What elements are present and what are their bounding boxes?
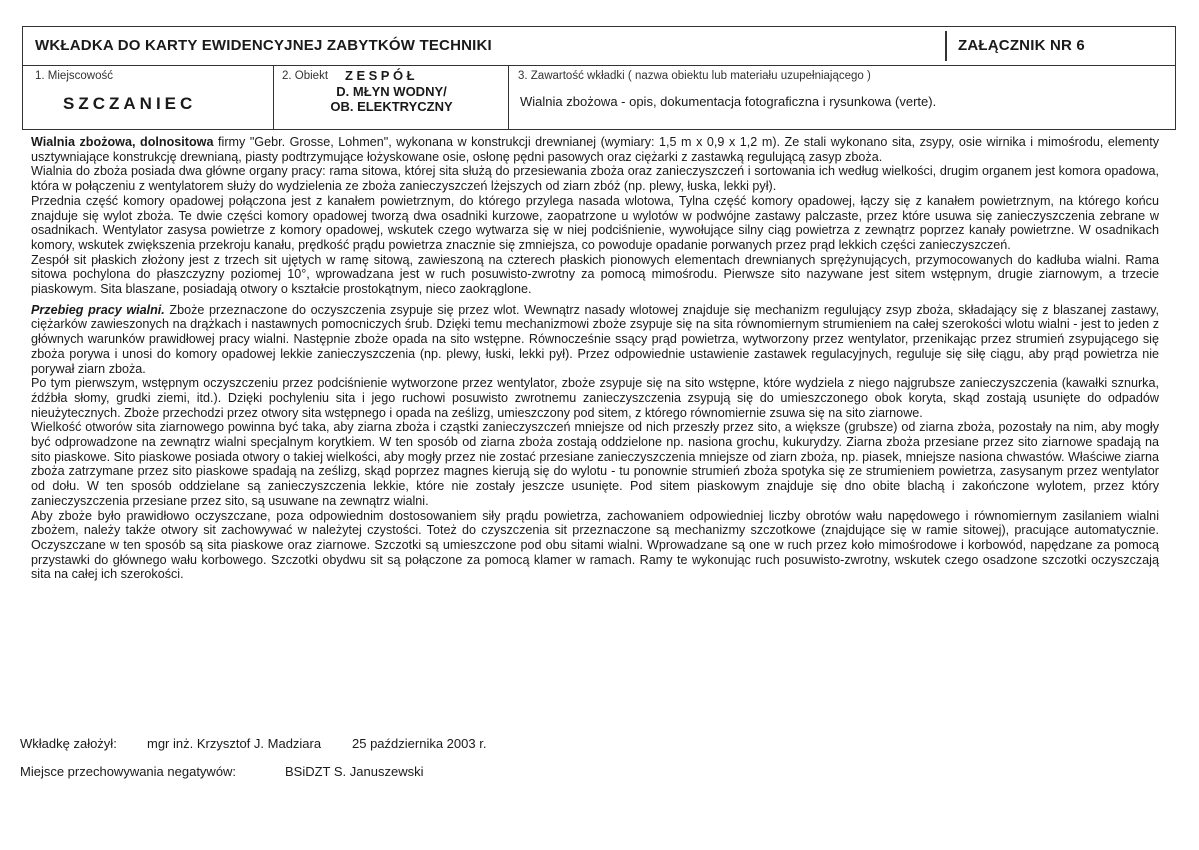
paragraph: Przednia część komory opadowej połączona jest z kanałem powietrznym, do którego przylega nasada wlotowa, Tylna część komory opadowej, łączy się z kanałem powietrznym, na którego końcu znajduje się wylot zboża. Te dwie części komory opadowej tworzą dwa osadniki kurzowe, zaopatrzone u wylotów w podwójne zastawy palczaste, przez które usuwa się zanieczyszczenia zebrane w osadnikach. Wentylator zasysa powietrze z komory opadowej, wskutek czego wytwarza się w niej podciśnienie, wywołujące silny ciąg powietrza z zewnątrz poprzez kanały powietrzne. W osadnikach komory, wskutek zwiększenia przekroju kanału, prędkość prądu powietrza znacznie się zmniejsza, co powoduje opadanie porwanych przez prąd lekkich części zanieczyszczeń.	[31, 193, 1159, 252]
object-name	[274, 84, 509, 114]
paragraph-text: Zboże przeznaczone do oczyszczenia zsypuje się przez wlot. Wewnątrz nasady wlotowej znajduje się mechanizm regulujący zsyp zboża, składający się z blaszanej zastawy, ciężarków zawieszonych na drążkach i nastawnych pomocniczych śrub. Dzięki temu mechanizmowi zboże zsypuje się na sita równomiernym strumieniem na całej szerokości wlotu wialni - jest to jeden z głównych warunków prawidłowej pracy wialni. Następnie zboże opada na sito wstępne. Równocześnie ssący prąd powietrza, wytworzony przez wentylator, przenikając przez strumień zsypującego się zboża porywa i unosi do komory opadowej lekkie zanieczyszczenia (np. plewy, łuski, lekki pył). Przez odpowiednie ustawienie zastawek regulacyjnych, reguluje się siłę ciągu, aby prąd powietrza nie porywał ziarn zboża.	[31, 302, 1159, 376]
locality-value: SZCZANIEC	[63, 94, 197, 113]
section-lead: Przebieg pracy wialni.	[31, 302, 165, 317]
paragraph	[31, 303, 1159, 377]
object-label: 2. Obiekt	[282, 70, 329, 82]
author-label: Wkładkę założył:	[20, 736, 117, 751]
content-value: Wialnia zbożowa - opis, dokumentacja fotograficzna i rysunkowa (verte).	[520, 94, 937, 109]
author-date: 25 października 2003 r.	[352, 736, 487, 751]
object-name-line2: OB. ELEKTRYCZNY	[330, 99, 453, 114]
paragraph: Wielkość otworów sita ziarnowego powinna być taka, aby ziarna zboża i cząstki zanieczyszczeń mniejsze od nich przeszły przez sito, a większe (grubsze) od ziarna zboża, pozostały na nim, aby mogły być odprowadzone na zewnątrz wialni specjalnym korytkiem. W ten sposób od ziarna zboża zostają oddzielone np. nasiona grochu, kukurydzy. Ziarna zboża przesiane przez sito ziarnowe spadają na sito piaskowe. Sito piaskowe posiada otwory o takiej wielkości, aby mogły przez nie zostać przesiane zanieczyszczenia mniejsze od ziarn zboża, np. piasek, mniejsze nasiona chwastów. Właściwe ziarna zboża zatrzymane przez sito piaskowe spadają na ześlizg, skąd poprzez magnes kierują się do wylotu - tu ponownie strumień zboża spotyka się ze strumieniem powietrza, zasysanym przez wentylator od dołu. W ten sposób oddzielane są zanieczyszczenia lekkie, które nie zostały jeszcze usunięte. Pod sitem piaskowym znajduje się dno obite blachą i zakończone wylotem, przez który zanieczyszczenia przesiane przez sito, są usuwane na zewnątrz wialni.	[31, 420, 1159, 508]
locality-label: 1. Miejscowość	[35, 70, 113, 82]
object-name-line1: D. MŁYN WODNY/	[336, 84, 447, 99]
object-ensemble: ZESPÓŁ	[345, 68, 419, 83]
author-line	[20, 736, 487, 751]
object-cell	[273, 65, 508, 129]
paragraph: Zespół sit płaskich złożony jest z trzech sit ujętych w ramę sitową, zawieszoną na czterech płaskich pionowych elementach drewnianych sprężynujących, przymocowanych do kadłuba wialni. Rama sitowa pochylona do płaszczyzny poziomej 10°, wprowadzana jest w ruch posuwisto-zwrotny za pomocą mimośrodu. Pierwsze sito nazywane jest sitem wstępnym, drugie ziarnowym, a trzecie piaskowym. Sita blaszane, posiadają otwory o kształcie prostokątnym, nieco zaokrąglone.	[31, 252, 1159, 297]
storage-line	[20, 764, 424, 779]
header-divider	[945, 31, 947, 61]
paragraph: Wialnia do zboża posiada dwa główne organy pracy: rama sitowa, której sita służą do przesiewania zboża oraz zanieczyszczeń i sortowania ich według wielkości, drugim organem jest komora opadowa, która w połączeniu z wentylatorem służy do wydzielenia ze zboża zanieczyszczeń lżejszych od ziarn zbóż (np. plewy, łuska, lekki pył).	[31, 164, 1159, 194]
description-body	[31, 135, 1159, 582]
paragraph	[31, 135, 1159, 164]
section-lead: Wialnia zbożowa, dolnositowa	[31, 135, 214, 149]
paragraph: Aby zboże było prawidłowo oczyszczane, poza odpowiednim dostosowaniem siły prądu powietrza, zachowaniem odpowiedniej liczby obrotów wału napędowego i równomiernym zasilaniem wialni zbożem, należy także otwory sit zachowywać w należytej czystości. Toteż do czyszczenia sit przeznaczone są mechanizmy szczotkowe (znajdujące się w ramie sitowej), pracujące automatycznie. Oczyszczane w ten sposób są sita piaskowe oraz ziarnowe. Szczotki są umieszczone pod obu sitami wialni. Wprowadzane są one w ruch przez koło mimośrodowe i korbowód, napędzane za pomocą przystawki do głównego wału korbowego. Szczotki obydwu sit są połączone za pomocą klamer w ramach. Ramy te wykonując ruch posuwisto-zwrotny, wskutek czego osadzone szczotki oczyszczają sita na całej ich szerokości.	[31, 508, 1159, 582]
author-name: mgr inż. Krzysztof J. Madziara	[147, 736, 322, 751]
content-cell	[508, 65, 1175, 129]
storage-value: BSiDZT S. Januszewski	[285, 764, 424, 779]
content-label: 3. Zawartość wkładki ( nazwa obiektu lub materiału uzupełniającego )	[518, 70, 871, 82]
form-header	[23, 27, 1175, 66]
form-title: WKŁADKA DO KARTY EWIDENCYJNEJ ZABYTKÓW TECHNIKI	[35, 37, 492, 54]
storage-label: Miejsce przechowywania negatywów:	[20, 764, 237, 779]
form-frame	[22, 26, 1176, 130]
paragraph: Po tym pierwszym, wstępnym oczyszczeniu przez podciśnienie wytworzone przez wentylator, zboże zsypuje się na sito wstępne, które wydziela z niego najgrubsze zanieczyszczenia (kawałki sznurka, źdźbła słomy, grudki ziemi, itd.). Dzięki pochyleniu sita i jego ruchowi posuwisto zwrotnemu zanieczyszczenia zsypują się do umieszczonego obok koryta, skąd zostają usunięte do odpadów nieużytecznych. Zboże przechodzi przez otwory sita wstępnego i opada na ześlizg, umieszczony pod sitem, z którego równomiernie zsuwa się na sito ziarnowe.	[31, 376, 1159, 420]
locality-cell	[23, 65, 273, 129]
annex-number: ZAŁĄCZNIK NR 6	[958, 37, 1085, 54]
paragraph-text: firmy "Gebr. Grosse, Lohmen", wykonana w konstrukcji drewnianej (wymiary: 1,5 m x 0,9 x 1,2 m). Ze stali wykonano sita, zsypy, osie wirnika i mimośrodu, elementy usztywniające konstrukcję drewnianą, piasty podtrzymujące łożyskowane osie, osłonę pędni pasowych oraz ciężarki z zastawką regulującą zasyp zboża.	[31, 135, 1159, 164]
